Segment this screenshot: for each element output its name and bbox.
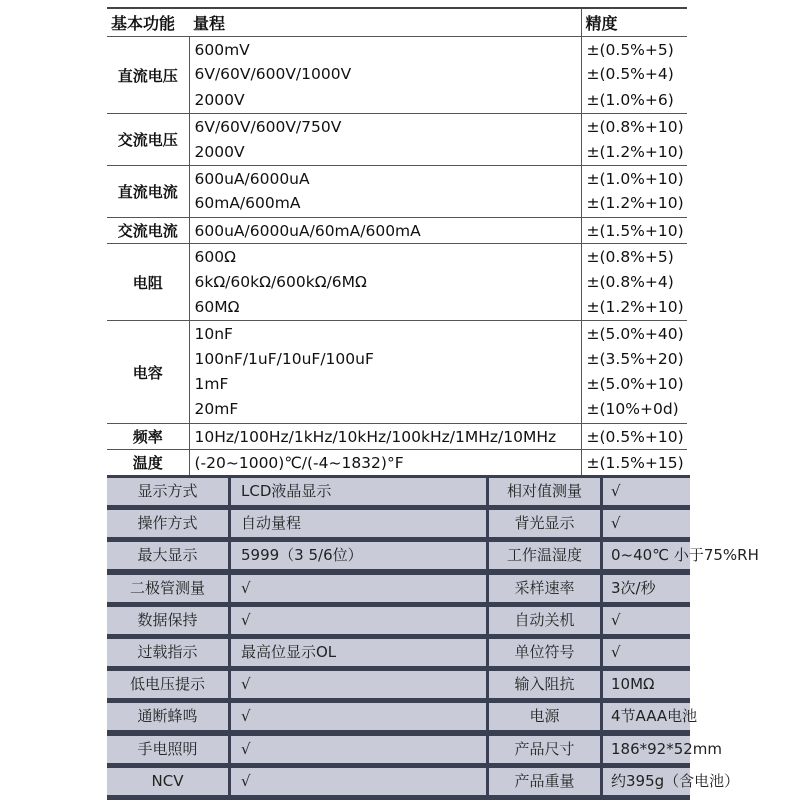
function-label: 直流电流 bbox=[107, 165, 189, 217]
range-value: 600uA/6000uA bbox=[194, 169, 310, 188]
feature-row bbox=[107, 736, 723, 763]
header-range: 量程 bbox=[189, 8, 581, 37]
feature-grid bbox=[107, 475, 759, 800]
feature-value: 5999（3 5/6位） bbox=[231, 542, 486, 569]
accuracy-value: ±(0.5%+5) bbox=[586, 41, 674, 59]
feature-name: 产品尺寸 bbox=[489, 736, 600, 763]
accuracy-cell bbox=[581, 423, 687, 449]
function-label: 交流电压 bbox=[107, 114, 189, 166]
feature-name: 产品重量 bbox=[489, 768, 600, 795]
table-row bbox=[107, 165, 687, 217]
range-value: 60mA/600mA bbox=[194, 194, 301, 213]
accuracy-value: ±(5.0%+10) bbox=[586, 375, 684, 394]
feature-value: 3次/秒 bbox=[603, 575, 690, 602]
feature-value: 10MΩ bbox=[603, 671, 690, 698]
feature-value: 最高位显示OL bbox=[231, 639, 486, 666]
feature-value: 约395g（含电池） bbox=[603, 768, 690, 795]
feature-value: √ bbox=[603, 478, 690, 505]
accuracy-cell bbox=[581, 450, 687, 477]
feature-value: 0~40℃ 小于75%RH bbox=[603, 542, 690, 569]
range-cell bbox=[189, 37, 581, 114]
accuracy-value: ±(0.8%+4) bbox=[586, 272, 674, 291]
accuracy-value: ±(0.5%+10) bbox=[586, 427, 684, 446]
accuracy-value: ±(1.5%+10) bbox=[586, 221, 684, 240]
feature-row bbox=[107, 510, 690, 537]
table-row bbox=[107, 244, 687, 321]
feature-name: 数据保持 bbox=[107, 607, 228, 634]
function-label: 电容 bbox=[107, 321, 189, 424]
table-header-row bbox=[107, 8, 687, 37]
feature-value: LCD液晶显示 bbox=[231, 478, 486, 505]
function-label: 交流电流 bbox=[107, 217, 189, 243]
accuracy-spec-table bbox=[107, 7, 687, 478]
range-value: (-20~1000)℃/(-4~1832)°F bbox=[194, 454, 404, 473]
table-row bbox=[107, 114, 687, 166]
feature-name: 二极管测量 bbox=[107, 575, 228, 602]
header-accuracy: 精度 bbox=[581, 8, 687, 37]
feature-value: √ bbox=[231, 575, 486, 602]
accuracy-cell bbox=[581, 217, 687, 243]
feature-row bbox=[107, 478, 690, 505]
feature-name: NCV bbox=[107, 768, 228, 795]
feature-name: 手电照明 bbox=[107, 736, 228, 763]
accuracy-cell bbox=[581, 37, 687, 114]
range-cell bbox=[189, 244, 581, 321]
range-value: 10nF bbox=[194, 325, 233, 344]
accuracy-value: ±(1.0%+10) bbox=[586, 169, 684, 188]
accuracy-value: ±(1.2%+10) bbox=[586, 142, 684, 161]
function-label: 直流电压 bbox=[107, 37, 189, 114]
feature-name: 低电压提示 bbox=[107, 671, 228, 698]
feature-row bbox=[107, 703, 698, 730]
range-value: 10Hz/100Hz/1kHz/10kHz/100kHz/1MHz/10MHz bbox=[194, 427, 557, 446]
range-cell bbox=[189, 321, 581, 424]
accuracy-value: ±(0.8%+10) bbox=[586, 118, 684, 137]
feature-row bbox=[107, 768, 740, 795]
accuracy-value: ±(0.8%+5) bbox=[586, 248, 674, 267]
function-label: 频率 bbox=[107, 423, 189, 449]
accuracy-value: ±(1.2%+10) bbox=[586, 194, 684, 213]
feature-value: √ bbox=[231, 703, 486, 730]
feature-value: √ bbox=[231, 607, 486, 634]
range-value: 600mV bbox=[194, 41, 250, 59]
feature-value: √ bbox=[603, 639, 690, 666]
range-cell bbox=[189, 217, 581, 243]
range-value: 6V/60V/600V/1000V bbox=[194, 65, 352, 84]
feature-row bbox=[107, 671, 690, 698]
range-value: 2000V bbox=[194, 90, 245, 109]
accuracy-value: ±(0.5%+4) bbox=[586, 65, 674, 84]
accuracy-cell bbox=[581, 244, 687, 321]
range-cell bbox=[189, 423, 581, 449]
feature-value: 自动量程 bbox=[231, 510, 486, 537]
feature-name: 通断蜂鸣 bbox=[107, 703, 228, 730]
feature-name: 显示方式 bbox=[107, 478, 228, 505]
feature-name: 输入阻抗 bbox=[489, 671, 600, 698]
accuracy-value: ±(5.0%+40) bbox=[586, 325, 684, 344]
feature-value: 186*92*52mm bbox=[603, 736, 690, 763]
table-row bbox=[107, 450, 687, 477]
range-value: 60MΩ bbox=[194, 297, 240, 316]
table-row bbox=[107, 217, 687, 243]
feature-name: 最大显示 bbox=[107, 542, 228, 569]
range-value: 2000V bbox=[194, 142, 245, 161]
accuracy-value: ±(1.0%+6) bbox=[586, 90, 674, 109]
range-value: 1mF bbox=[194, 375, 229, 394]
feature-value: √ bbox=[231, 736, 486, 763]
feature-row bbox=[107, 639, 690, 666]
feature-value: √ bbox=[603, 510, 690, 537]
range-value: 6kΩ/60kΩ/600kΩ/6MΩ bbox=[194, 272, 367, 291]
accuracy-value: ±(1.5%+15) bbox=[586, 454, 684, 473]
range-cell bbox=[189, 450, 581, 477]
feature-name: 背光显示 bbox=[489, 510, 600, 537]
feature-name: 电源 bbox=[489, 703, 600, 730]
range-value: 600Ω bbox=[194, 248, 236, 267]
accuracy-value: ±(1.2%+10) bbox=[586, 297, 684, 316]
feature-value: √ bbox=[231, 671, 486, 698]
feature-row bbox=[107, 542, 759, 569]
range-value: 600uA/6000uA/60mA/600mA bbox=[194, 221, 421, 240]
range-cell bbox=[189, 114, 581, 166]
table-row bbox=[107, 321, 687, 424]
accuracy-cell bbox=[581, 114, 687, 166]
accuracy-value: ±(10%+0d) bbox=[586, 400, 679, 419]
feature-name: 操作方式 bbox=[107, 510, 228, 537]
accuracy-cell bbox=[581, 321, 687, 424]
feature-value: √ bbox=[603, 607, 690, 634]
range-value: 20mF bbox=[194, 400, 239, 419]
feature-value: 4节AAA电池 bbox=[603, 703, 690, 730]
feature-name: 单位符号 bbox=[489, 639, 600, 666]
range-value: 100nF/1uF/10uF/100uF bbox=[194, 349, 374, 368]
table-row bbox=[107, 37, 687, 114]
function-label: 温度 bbox=[107, 450, 189, 477]
feature-name: 过载指示 bbox=[107, 639, 228, 666]
header-function: 基本功能 bbox=[107, 8, 189, 37]
range-value: 6V/60V/600V/750V bbox=[194, 118, 342, 137]
feature-row bbox=[107, 575, 690, 602]
feature-name: 工作温湿度 bbox=[489, 542, 600, 569]
feature-name: 相对值测量 bbox=[489, 478, 600, 505]
feature-name: 采样速率 bbox=[489, 575, 600, 602]
feature-value: √ bbox=[231, 768, 486, 795]
feature-row bbox=[107, 607, 690, 634]
table-row bbox=[107, 423, 687, 449]
function-label: 电阻 bbox=[107, 244, 189, 321]
range-cell bbox=[189, 165, 581, 217]
accuracy-cell bbox=[581, 165, 687, 217]
accuracy-value: ±(3.5%+20) bbox=[586, 349, 684, 368]
feature-name: 自动关机 bbox=[489, 607, 600, 634]
